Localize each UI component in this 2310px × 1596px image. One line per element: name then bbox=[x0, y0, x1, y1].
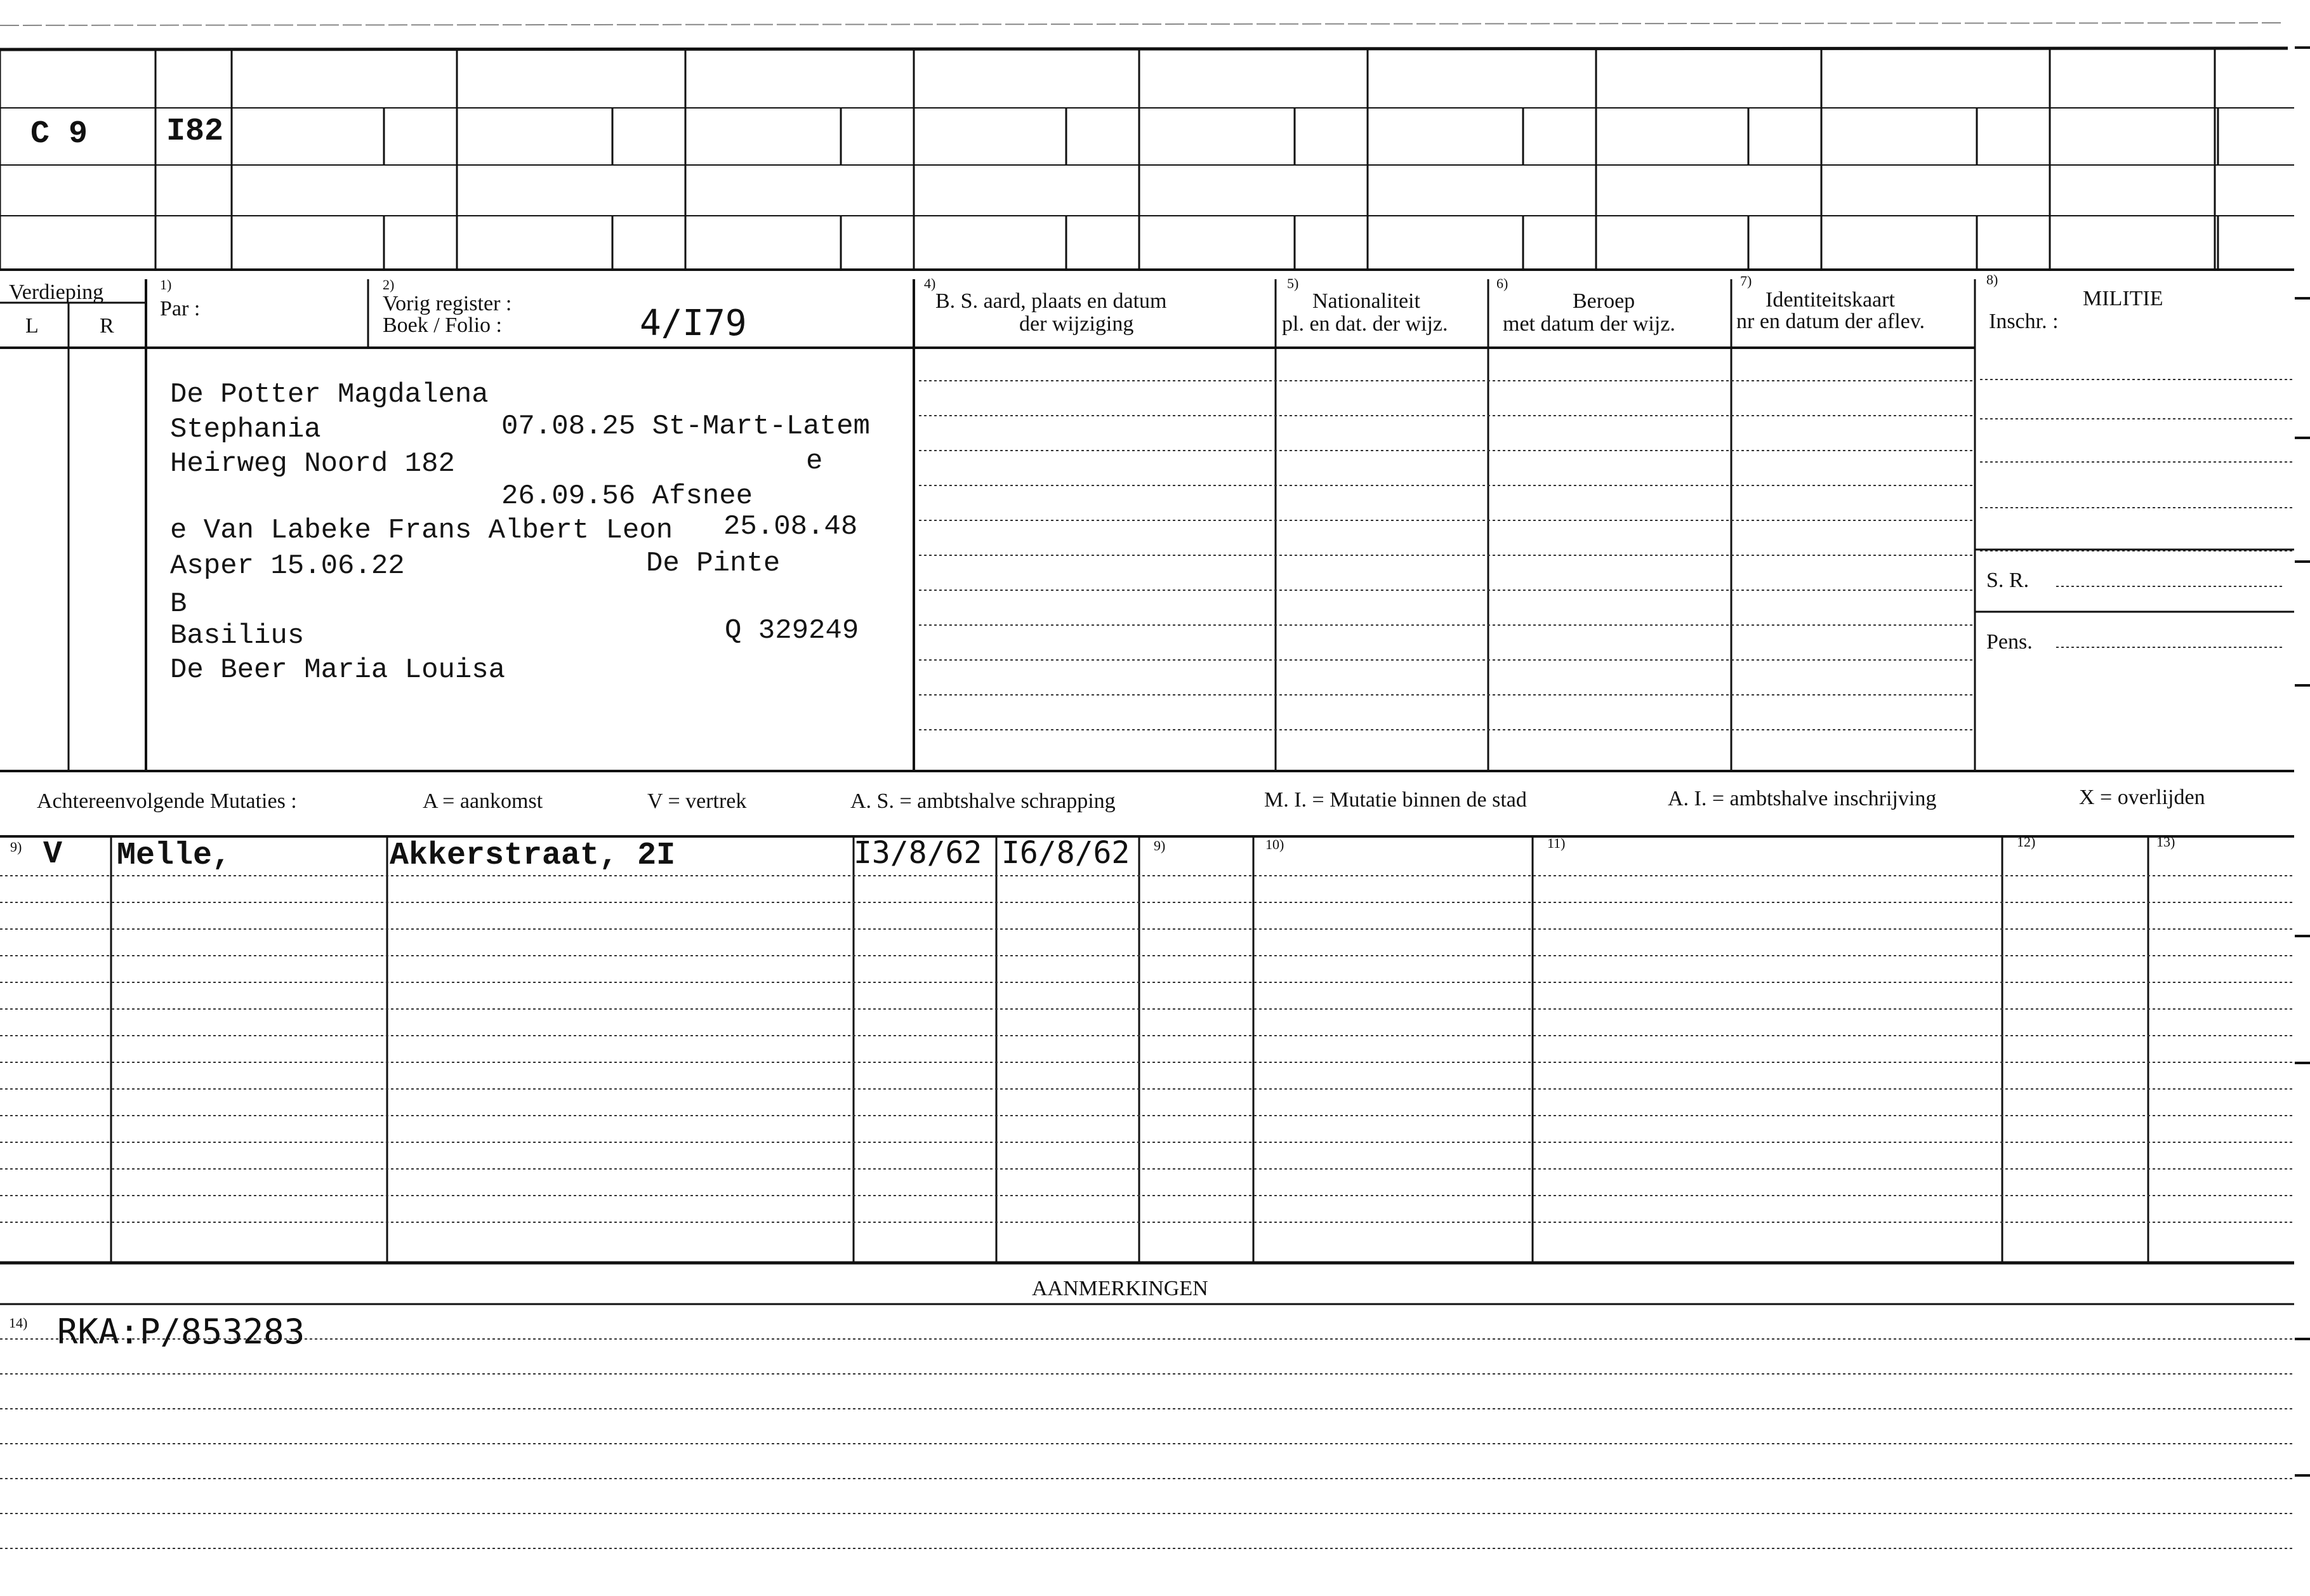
field-number-8: 8) bbox=[1986, 272, 1998, 287]
civil-status-sublabel: der wijziging bbox=[1019, 312, 1134, 336]
field-number-12: 12) bbox=[2017, 834, 2036, 850]
mutation-date-1: I3/8/62 bbox=[854, 835, 982, 871]
field-number-5: 5) bbox=[1287, 275, 1299, 291]
person-residence: De Pinte bbox=[646, 548, 781, 579]
legend-city-mutation: M. I. = Mutatie binnen de stad bbox=[1264, 788, 1527, 812]
legend-arrival: A = aankomst bbox=[423, 789, 543, 813]
mutation-code: V bbox=[43, 836, 63, 873]
field-number-7: 7) bbox=[1740, 273, 1752, 289]
field-number-2: 2) bbox=[383, 277, 395, 293]
field-number-1: 1) bbox=[160, 277, 172, 293]
sr-label: S. R. bbox=[1986, 569, 2030, 592]
id-card-sublabel: nr en datum der aflev. bbox=[1736, 310, 1925, 333]
legend-ex-officio-registration: A. I. = ambtshalve inschrijving bbox=[1668, 787, 1937, 810]
militia-label: MILITIE bbox=[2083, 287, 2163, 310]
book-folio-value: 4/I79 bbox=[640, 303, 747, 344]
field-number-11: 11) bbox=[1547, 835, 1566, 851]
grid-line-1 bbox=[0, 48, 2288, 49]
partner-label: Par : bbox=[160, 297, 201, 320]
profession-sublabel: met datum der wijz. bbox=[1503, 312, 1675, 336]
person-line-7: B bbox=[170, 588, 187, 620]
person-line-2: Stephania bbox=[170, 414, 321, 445]
field-number-6: 6) bbox=[1496, 275, 1508, 291]
civil-status-label: B. S. aard, plaats en datum bbox=[935, 289, 1167, 313]
card-code: C 9 bbox=[30, 116, 88, 152]
person-marriage: 26.09.56 Afsnee bbox=[501, 480, 753, 512]
legend-ex-officio-removal: A. S. = ambtshalve schrapping bbox=[850, 789, 1116, 813]
profession-label: Beroep bbox=[1573, 289, 1635, 313]
field-number-13: 13) bbox=[2156, 834, 2175, 850]
id-card-label: Identiteitskaart bbox=[1766, 288, 1895, 312]
spouse-date: 25.08.48 bbox=[723, 511, 858, 543]
mutation-date-2: I6/8/62 bbox=[1001, 835, 1130, 871]
father-name: Basilius bbox=[170, 620, 305, 652]
inscription-label: Inschr. : bbox=[1989, 310, 2059, 333]
floor-label: Verdieping bbox=[9, 280, 104, 304]
grid-line-0 bbox=[0, 23, 2285, 25]
mutations-title: Achtereenvolgende Mutaties : bbox=[37, 789, 297, 813]
previous-register-label: Vorig register : bbox=[383, 292, 512, 315]
field-number-14: 14) bbox=[9, 1315, 28, 1331]
pension-label: Pens. bbox=[1986, 630, 2033, 654]
remarks-text: RKA:P/853283 bbox=[57, 1312, 305, 1352]
person-address: Heirweg Noord 182 bbox=[170, 448, 455, 480]
document-number: Q 329249 bbox=[725, 615, 859, 647]
mutation-place: Melle, bbox=[117, 838, 232, 874]
card-house-number: I82 bbox=[166, 114, 224, 150]
floor-right-label: R bbox=[100, 314, 114, 338]
field-number-10: 10) bbox=[1265, 836, 1284, 852]
legend-departure: V = vertrek bbox=[647, 789, 747, 813]
person-marker-e: e bbox=[806, 445, 823, 477]
spouse-name: e Van Labeke Frans Albert Leon bbox=[170, 515, 673, 546]
person-line-1: De Potter Magdalena bbox=[170, 379, 489, 411]
mother-name: De Beer Maria Louisa bbox=[170, 654, 506, 686]
field-number-4: 4) bbox=[924, 275, 936, 291]
book-folio-label: Boek / Folio : bbox=[383, 313, 502, 337]
mutation-street: Akkerstraat, 2I bbox=[390, 838, 676, 874]
legend-death: X = overlijden bbox=[2079, 786, 2205, 809]
field-number-9b: 9) bbox=[1154, 838, 1166, 854]
person-birth: 07.08.25 St-Mart-Latem bbox=[501, 411, 870, 442]
nationality-label: Nationaliteit bbox=[1312, 289, 1420, 313]
floor-left-label: L bbox=[25, 314, 39, 338]
field-number-9: 9) bbox=[10, 839, 22, 855]
spouse-birth: Asper 15.06.22 bbox=[170, 550, 405, 582]
remarks-title: AANMERKINGEN bbox=[1032, 1277, 1208, 1300]
nationality-sublabel: pl. en dat. der wijz. bbox=[1282, 312, 1448, 336]
